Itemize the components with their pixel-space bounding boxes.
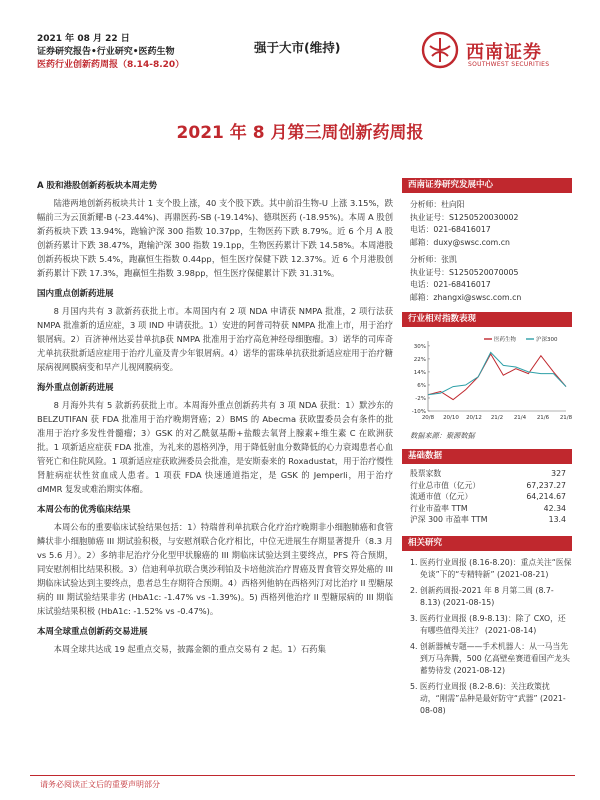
analyst-name: 分析师：杜向阳: [410, 200, 465, 209]
stats-label: 沪深 300 市盈率 TTM: [410, 515, 488, 524]
page-title: 2021 年 8 月第三周创新药周报: [176, 123, 424, 143]
y-tick-label: 14%: [413, 369, 426, 376]
section-body: 8 月国内共有 3 款新药获批上市。本周国内有 2 项 NDA 申请获 NMPA 批准，2 项行法获 NMPA 批准新的适应症，3 项 IND 申请获批。1）安进的阿普司特获 NMPA 批准上市，用于治疗银屑病。2）百济神州达妥昔单抗β获 NMPA 批准用于治疗高危神经母细胞瘤。3）诺华的司库奇尤单抗获批新适应症用于治疗儿童及青少年银屑病。4）诺华的雷珠单抗获批新适应症用于治疗糖尿病视网膜病变和早产儿视网膜病变。: [37, 306, 393, 372]
related-item[interactable]: 4. 创新器械专题——手术机器人：从一马当先到万马奔腾，500 亿高壁垒赛道看国产龙头蓄势待发 (2021-08-12): [410, 641, 570, 675]
legend-label: 沪深300: [536, 337, 558, 343]
related-list: [402, 551, 572, 717]
section-heading: 海外重点创新药进展: [37, 383, 114, 393]
stats-row: [402, 480, 572, 492]
stats-value: 64,214.67: [526, 492, 566, 501]
analyst-name: 分析师：张凯: [410, 255, 457, 264]
main-content: [37, 178, 393, 662]
report-subtitle: 医药行业创新药周报（8.14-8.20）: [37, 60, 185, 70]
related-title: 相关研究: [402, 536, 572, 551]
stats-row: [402, 503, 572, 515]
chart-source: 数据来源：聚源数据: [410, 431, 475, 440]
related-item[interactable]: 5. 医药行业周报 (8.2-8.6)：关注政策扰动，“刚需”品种是最好防守“武器” (2021-08-08): [410, 681, 566, 715]
x-tick-label: 21/2: [490, 415, 504, 421]
stats-value: 327: [551, 469, 566, 478]
sidebar: [402, 178, 572, 721]
section-body: 8 月海外共有 5 款新药获批上市。本周海外重点创新药共有 3 项 NDA 获批：1）默沙东的 BELZUTIFAN 获 FDA 批准用于治疗晚期肾癌；2）BMS 的 Abecma 获欧盟委员会有条件的批准用于治疗多发性骨髓瘤；3）GSK 的对乙酰氨基酚+盐酸去氧肾上腺素+维生素 C 在欧洲获批。1 项新适应症获 FDA 批准，为礼来的恩格列净，用于降低射血分数降低的心力衰竭患者心血管死亡和住院风险。1 项新适应症获欧洲委员会批准，是安斯泰来的 Roxadustat，用于治疗慢性肾脏病症状性贫血成人患者。1 项获 FDA 快速通道指定，是 GSK 的 Jemperli，用于治疗 dMMR 复发或难治期实体瘤。: [37, 400, 393, 494]
series-line: [428, 354, 566, 400]
logo-text: 西南证券: [466, 42, 542, 63]
related-item[interactable]: 1. 医药行业周报 (8.16-8.20)：重点关注“医保免谈”下的“专精特新” (2021-08-21): [410, 557, 572, 579]
section-body: 陆港两地创新药板块共计 1 支个股上涨，40 支个股下跌。其中前沿生物-U 上涨 3.15%，跌幅前三为云顶新耀-B (-23.44%)、再鼎医药-SB (-19.14%)、德琪医药 (-18.95%)。本周 A 股创新药板块下跌 13.94%，跑输沪深 300 指数 10.37pp，生物医药下跌 8.79%。近 6 个月 A 股创新药累计下跌 38.47%，跑输沪深 300 指数 19.1pp，生物医药累计下跌 14.58%。本周港股创新药板块下跌 5.4%，跑赢恒生指数 0.44pp，恒生医疗保健下跌 12.37%。近 6 个月港股创新药累计下跌 17.3%，跑赢恒生指数 3.98pp，恒生医疗保健累计下跌 31.31%。: [37, 198, 393, 278]
related-item[interactable]: 2. 创新药周报-2021 年 8 月第二周 (8.7-8.13) (2021-08-15): [410, 585, 554, 607]
footer-disclaimer: 请务必阅读正文后的重要声明部分: [40, 780, 160, 789]
analyst-info: [402, 193, 572, 304]
y-tick-label: 22%: [413, 356, 426, 363]
y-tick-label: 6%: [417, 382, 426, 389]
analyst-phone: 电话：021-68416017: [410, 225, 491, 234]
stats-row: [402, 468, 572, 480]
x-tick-label: 21/6: [536, 415, 550, 421]
stats-value: 13.4: [548, 515, 566, 524]
logo-icon: [410, 28, 470, 72]
section-heading: A 股和港股创新药板块本周走势: [37, 181, 158, 191]
x-tick-label: 21/8: [559, 415, 572, 421]
related-item[interactable]: 3. 医药行业周报 (8.9-8.13)：除了 CXO，还有哪些值得关注？ (2021-08-14): [410, 613, 566, 635]
report-date: 2021 年 08 月 22 日: [37, 34, 130, 44]
section-body: 本周公布的重要临床试验结果包括：1）特瑞普利单抗联合化疗治疗晚期非小细胞肺癌和食管鳞状非小细胞肺癌 III 期试验积极，与安慰剂联合化疗相比，中位无进展生存期显著提升（8.3 月 vs 5.6 月）。2）多纳非尼治疗分化型甲状腺癌的 III 期临床试验达到主要终点，PFS 符合预期，同安慰剂相比结果积极。3）信迪利单抗联合奥沙利铂及卡培他滨治疗胃癌及胃食管交界处癌的 III 期临床试验达到主要终点，患者总生存期符合预期。4）西格列他钠在西格列汀对比治疗 II 型糖尿病的 III 期试验结果非劣 (HbA1c: -1.47% vs -1.39%)。5) 西格列他治疗 II 型糖尿病的 III 期临床试验结果积极 (HbA1c: -1.52% vs -0.47%)。: [37, 522, 393, 616]
analyst-email[interactable]: 邮箱：duxy@swsc.com.cn: [410, 237, 510, 247]
section-heading: 国内重点创新药进展: [37, 289, 114, 299]
stats-title: 基础数据: [402, 449, 572, 464]
footer-divider: [30, 775, 575, 776]
stats-row: [402, 514, 572, 526]
legend-label: 医药生物: [494, 337, 517, 343]
stats-label: 流通市值（亿元）: [410, 492, 473, 501]
report-header: [37, 33, 184, 72]
index-chart: [402, 333, 572, 425]
stats-label: 股票家数: [410, 469, 442, 478]
report-type: 证券研究报告•行业研究•医药生物: [37, 47, 175, 57]
y-tick-label: -10%: [411, 409, 426, 415]
y-tick-label: -2%: [415, 395, 426, 402]
analyst-phone: 电话：021-68416017: [410, 280, 491, 289]
stats-row: [402, 491, 572, 503]
analyst-license: 执业证号：S1250520030002: [410, 212, 519, 222]
x-tick-label: 21/4: [513, 415, 527, 421]
y-tick-label: 30%: [413, 343, 426, 350]
stats-label: 行业市盈率 TTM: [410, 503, 468, 513]
analyst-license: 执业证号：S1250520070005: [410, 267, 519, 277]
section-heading: 本周全球重点创新药交易进展: [37, 627, 148, 637]
section-heading: 本周公布的优秀临床结果: [37, 505, 131, 515]
stats-label: 行业总市值（亿元）: [410, 480, 481, 490]
section-body: 本周全球共达成 19 起重点交易，披露金额的重点交易有 2 起。1）石药集: [53, 644, 326, 654]
x-tick-label: 20/12: [466, 415, 482, 421]
stats-value: 42.34: [543, 503, 566, 513]
series-line: [428, 352, 566, 394]
x-tick-label: 20/10: [443, 415, 459, 421]
chart-title: 行业相对指数表现: [402, 312, 572, 327]
analyst-email[interactable]: 邮箱：zhangxi@swsc.com.cn: [410, 292, 522, 302]
team-title: 西南证券研究发展中心: [402, 178, 572, 193]
stats-value: 67,237.27: [526, 480, 566, 490]
x-tick-label: 20/8: [421, 415, 435, 421]
logo-subtext: SOUTHWEST SECURITIES: [468, 61, 550, 68]
rating: 强于大市(维持): [254, 40, 341, 55]
stats-table: [402, 464, 572, 526]
